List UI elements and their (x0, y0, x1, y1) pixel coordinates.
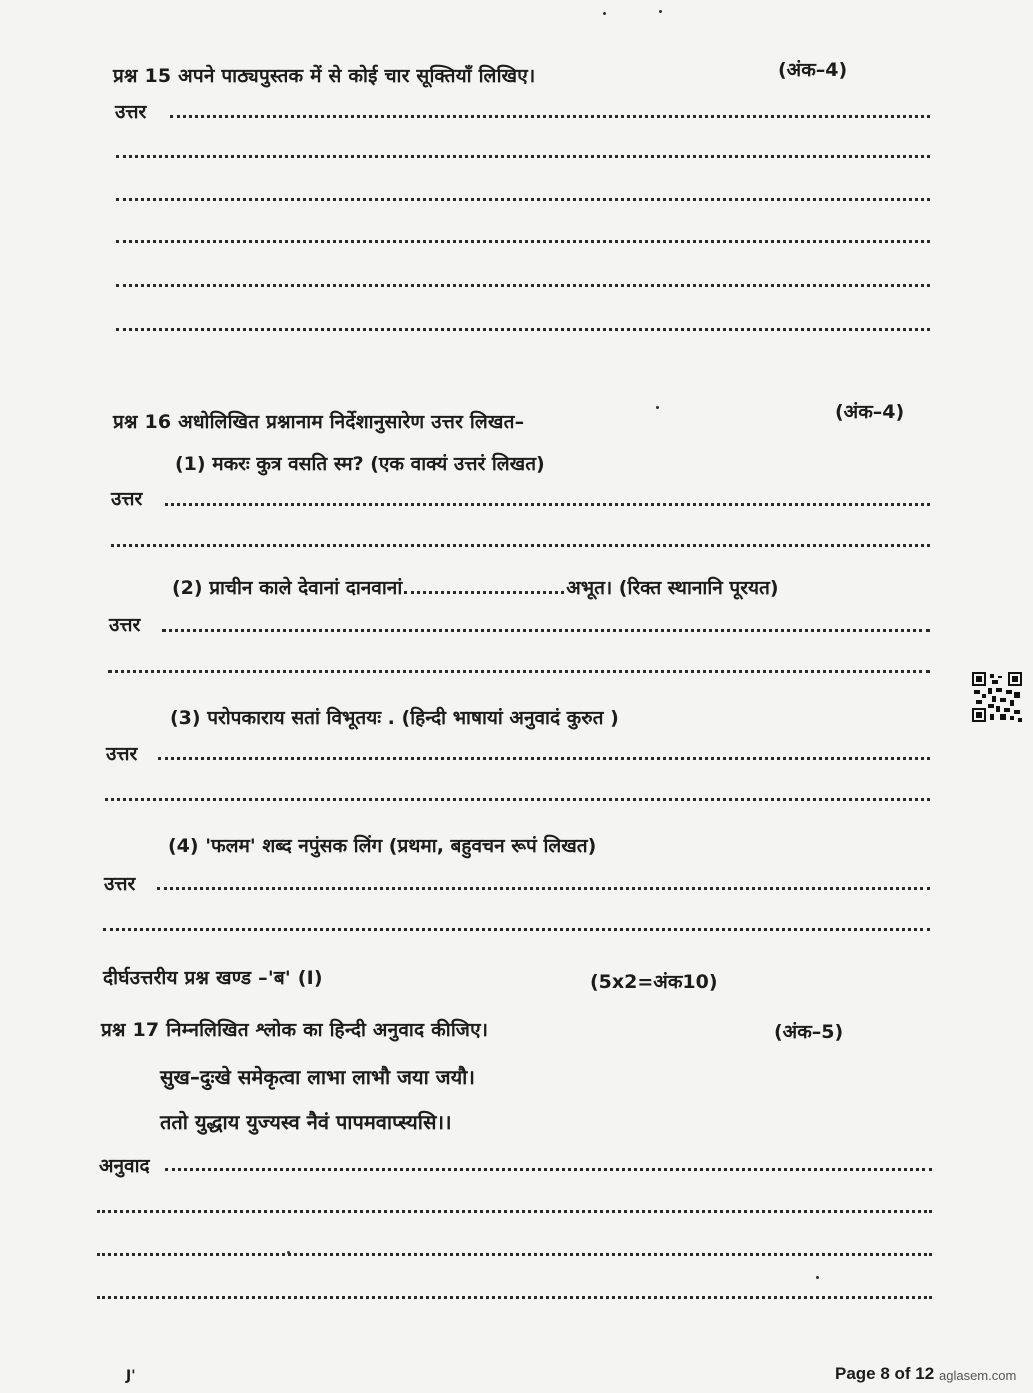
scan-speck (816, 1276, 819, 1279)
scan-speck (603, 12, 606, 15)
section-b-title: दीर्घउत्तरीय प्रश्न खण्ड –'ब' (I) (103, 967, 323, 989)
answer-line[interactable] (165, 503, 930, 506)
q16-part1-answer-label: उत्तर (111, 488, 143, 510)
corner-mark: J' (126, 1368, 136, 1384)
q15-marks: (अंक–4) (778, 59, 848, 81)
scan-speck (659, 10, 662, 13)
q16-marks: (अंक–4) (835, 401, 905, 423)
answer-line[interactable] (116, 328, 930, 331)
q16-part2-before: (2) प्राचीन काले देवानां दानवानां (172, 577, 403, 599)
answer-line[interactable] (170, 115, 930, 118)
q17-marks: (अंक–5) (774, 1021, 844, 1043)
answer-line[interactable] (157, 887, 930, 890)
scan-speck (656, 406, 659, 409)
q15-question: प्रश्न 15 अपने पाठ्यपुस्तक में से कोई चार सूक्तियाँ लिखिए। (113, 65, 536, 87)
answer-line[interactable] (162, 629, 930, 632)
q17-verse-line2: ततो युद्धाय युज्यस्व नैवं पापमवाप्स्यसि।। (160, 1110, 452, 1134)
q17-question: प्रश्न 17 निम्नलिखित श्लोक का हिन्दी अनुवाद कीजिए। (101, 1019, 489, 1041)
q16-part3-answer-label: उत्तर (106, 743, 138, 765)
answer-line[interactable] (158, 757, 930, 760)
answer-line[interactable] (97, 1253, 932, 1256)
q16-part1: (1) मकरः कुत्र वसति स्म? (एक वाक्यं उत्तरं लिखत) (175, 453, 545, 475)
answer-line[interactable] (116, 198, 930, 201)
answer-line[interactable] (97, 1210, 932, 1213)
answer-line[interactable] (111, 544, 930, 547)
q17-verse-line1: सुख–दुःखे समेकृत्वा लाभा लाभौ जया जयौ। (160, 1065, 475, 1089)
q16-part4-answer-label: उत्तर (104, 873, 136, 895)
answer-line[interactable] (97, 1296, 932, 1299)
fill-blank[interactable] (404, 591, 564, 594)
watermark: aglasem.com (939, 1368, 1017, 1383)
answer-line[interactable] (116, 240, 930, 243)
scan-speck (287, 1251, 290, 1254)
qr-code-icon (972, 672, 1022, 722)
section-b-marks: (5x2=अंक10) (590, 971, 718, 993)
q16-part3: (3) परोपकाराय सतां विभूतयः . (हिन्दी भाषायां अनुवादं कुरुत ) (170, 707, 619, 729)
q16-part2-answer-label: उत्तर (109, 614, 141, 636)
answer-line[interactable] (116, 155, 930, 158)
answer-line[interactable] (116, 284, 930, 287)
q16-part2-after: अभूत। (रिक्त स्थानानि पूरयत) (566, 577, 779, 599)
page-number: Page 8 of 12 (835, 1364, 935, 1383)
q15-answer-label: उत्तर (115, 101, 147, 123)
answer-line[interactable] (108, 670, 930, 673)
answer-line[interactable] (103, 928, 930, 931)
q16-part2 (172, 574, 779, 600)
q16-part4: (4) 'फलम' शब्द नपुंसक लिंग (प्रथमा, बहुवचन रूपं लिखत) (168, 835, 597, 857)
answer-line[interactable] (165, 1168, 932, 1171)
answer-line[interactable] (105, 798, 930, 801)
q16-question: प्रश्न 16 अधोलिखित प्रश्नानाम निर्देशानुसारेण उत्तर लिखत– (113, 411, 525, 433)
q17-answer-label: अनुवाद (99, 1155, 150, 1177)
